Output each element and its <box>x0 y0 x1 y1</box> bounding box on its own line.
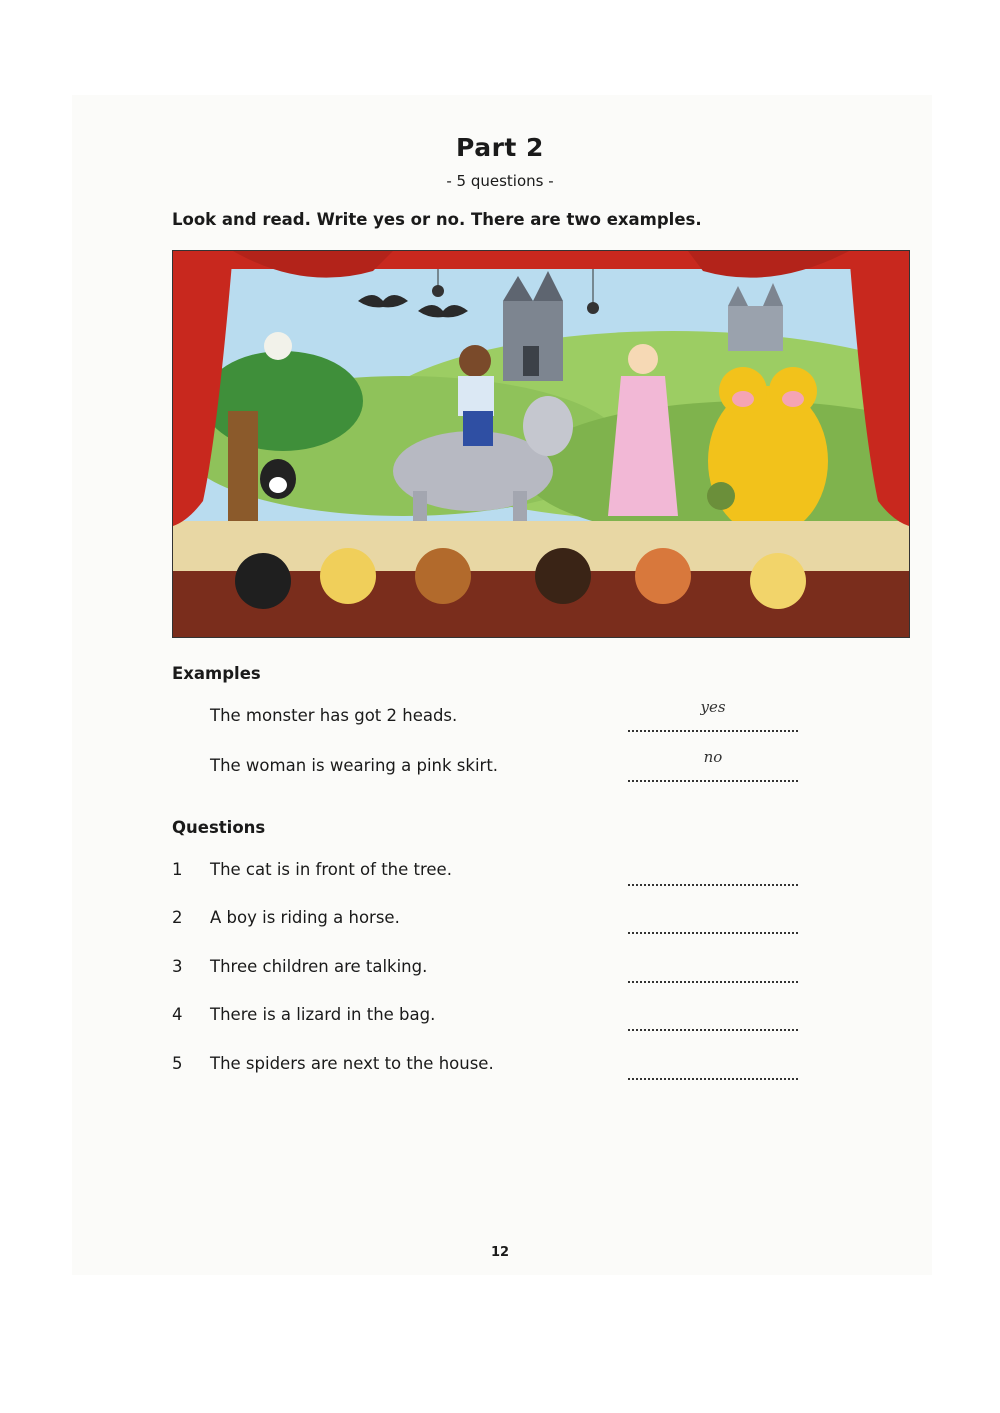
question-row <box>172 1005 812 1031</box>
page-number: 12 <box>490 1245 510 1260</box>
example-text: The woman is wearing a pink skirt. <box>210 756 499 775</box>
question-row <box>172 957 812 983</box>
question-row <box>172 860 812 886</box>
answer-field[interactable] <box>628 1058 798 1080</box>
question-text: The cat is in front of the tree. <box>210 860 452 879</box>
answer-field[interactable] <box>628 912 798 934</box>
instruction-text: Look and read. Write yes or no. There are two examples. <box>172 210 702 229</box>
questions-heading: Questions <box>172 818 266 837</box>
handwritten-answer: yes <box>700 698 726 716</box>
answer-field[interactable] <box>628 961 798 983</box>
question-text: Three children are talking. <box>210 957 428 976</box>
two-headed-monster <box>707 367 828 536</box>
question-number: 2 <box>172 908 183 927</box>
page-title: Part 2 <box>456 133 544 162</box>
example-text: The monster has got 2 heads. <box>210 706 458 725</box>
example-row <box>172 698 812 732</box>
question-text: There is a lizard in the bag. <box>210 1005 436 1024</box>
cat <box>260 459 296 499</box>
example-row <box>172 748 812 782</box>
answer-field[interactable] <box>628 864 798 886</box>
answer-field[interactable] <box>628 1009 798 1031</box>
answer-field[interactable] <box>628 698 798 732</box>
handwritten-answer: no <box>703 748 723 766</box>
question-number: 4 <box>172 1005 183 1024</box>
question-text: The spiders are next to the house. <box>210 1054 494 1073</box>
question-number: 1 <box>172 860 183 879</box>
answer-field[interactable] <box>628 748 798 782</box>
question-row <box>172 1054 812 1080</box>
question-text: A boy is riding a horse. <box>210 908 400 927</box>
question-row <box>172 908 812 934</box>
question-number: 5 <box>172 1054 183 1073</box>
examples-heading: Examples <box>172 664 261 683</box>
stage-scene-illustration <box>172 250 910 638</box>
page-subtitle: - 5 questions - <box>446 172 554 190</box>
question-number: 3 <box>172 957 183 976</box>
